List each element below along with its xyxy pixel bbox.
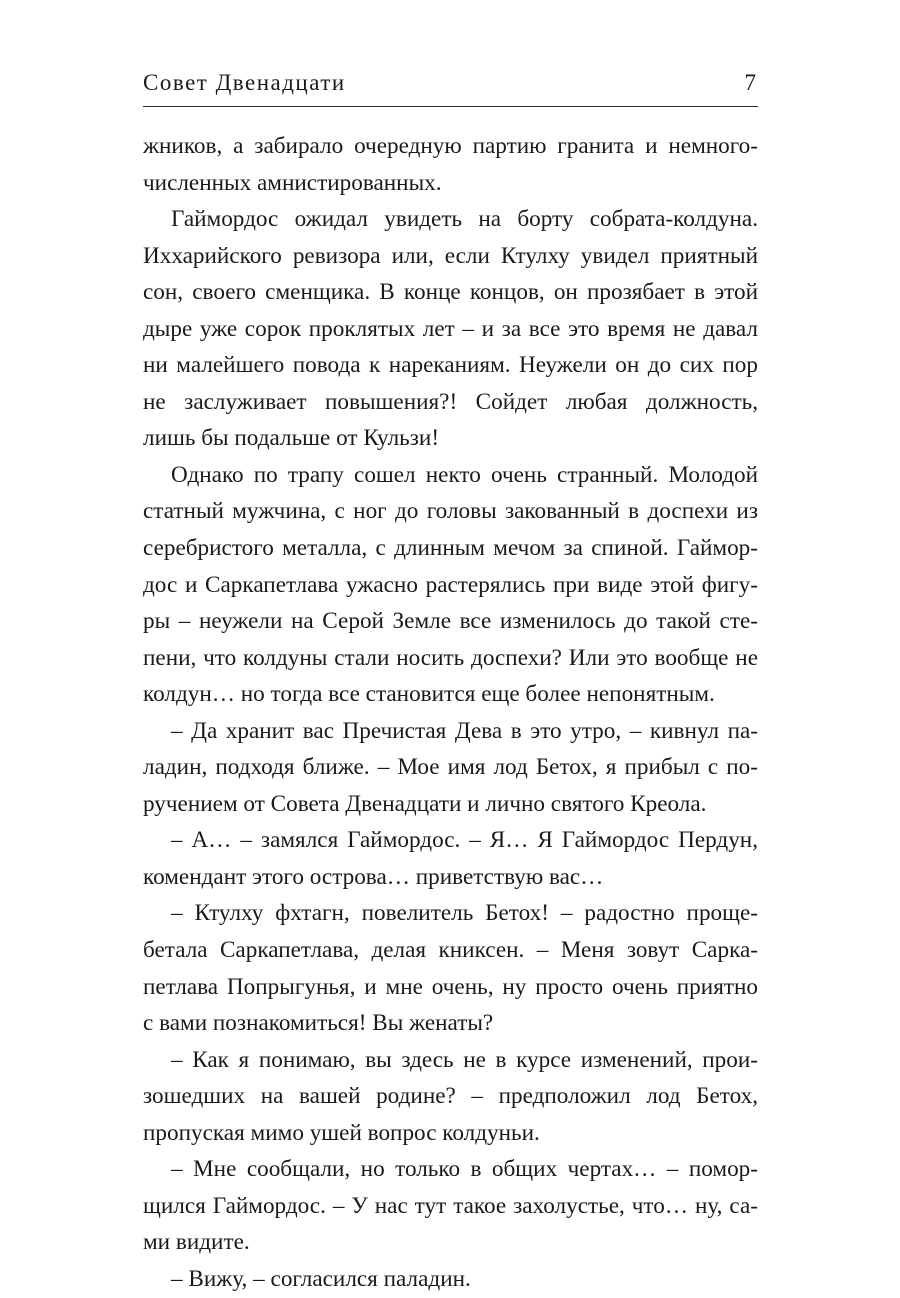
text-line: ни малейшего повода к нареканиям. Неужели он до сих пор (143, 352, 758, 379)
text-line: лишь бы подальше от Кульзи! (143, 425, 440, 452)
text-line: щился Гаймордос. – У нас тут такое захолустье, что… ну, са- (143, 1192, 758, 1219)
text-line: дыре уже сорок проклятых лет – и за все это время не давал (143, 315, 758, 342)
text-line: пени, что колдуны стали носить доспехи? Или это вообще не (143, 644, 758, 671)
text-line: дос и Саркапетлава ужасно растерялись при виде этой фигу- (143, 571, 758, 598)
text-line: Гаймордос ожидал увидеть на борту собрата-колдуна. (171, 206, 758, 233)
text-line: численных амнистированных. (143, 169, 442, 196)
text-line: комендант этого острова… приветствую вас… (143, 863, 604, 890)
running-head-title: Совет Двенадцати (143, 70, 346, 95)
text-line: колдун… но тогда все становится еще более непонятным. (143, 681, 715, 708)
text-line: Иххарийского ревизора или, если Ктулху увидел приятный (143, 242, 758, 269)
text-line: – Да хранит вас Пречистая Дева в это утро, – кивнул па- (171, 717, 758, 744)
text-line: ручением от Совета Двенадцати и лично святого Креола. (143, 790, 707, 817)
text-line: статный мужчина, с ног до головы закованный в доспехи из (143, 498, 758, 525)
text-line: бетала Саркапетлава, делая книксен. – Меня зовут Сарка- (143, 937, 758, 964)
text-line: пропуская мимо ушей вопрос колдуньи. (143, 1119, 540, 1146)
header-rule (143, 106, 758, 107)
page-number: 7 (744, 70, 756, 95)
text-line: – Мне сообщали, но только в общих чертах… – помор- (171, 1156, 758, 1183)
text-line: Однако по трапу сошел некто очень странный. Молодой (171, 461, 758, 488)
text-line: зошедших на вашей родине? – предположил лод Бетох, (143, 1083, 758, 1110)
body-text (143, 128, 758, 1298)
text-line: ры – неужели на Серой Земле все изменилось до такой сте- (143, 608, 758, 635)
text-line: – Ктулху фхтагн, повелитель Бетох! – радостно проще- (171, 900, 758, 927)
text-line: жников, а забирало очередную партию гранита и немного- (143, 133, 758, 159)
text-line: с вами познакомиться! Вы женаты? (143, 1010, 494, 1037)
text-line: серебристого металла, с длинным мечом за спиной. Гаймор- (143, 535, 758, 562)
text-line: не заслуживает повышения?! Сойдет любая должность, (143, 388, 758, 415)
running-head (143, 66, 758, 102)
text-line: петлава Попрыгунья, и мне очень, ну просто очень приятно (143, 973, 758, 1000)
text-line: ладин, подходя ближе. – Мое имя лод Бетох, я прибыл с по- (143, 754, 758, 781)
text-line: – Как я понимаю, вы здесь не в курсе изменений, прои- (171, 1046, 758, 1073)
text-line: ми видите. (143, 1229, 250, 1256)
text-line: – А… – замялся Гаймордос. – Я… Я Гаймордос Пердун, (171, 827, 758, 854)
text-line: – Вижу, – согласился паладин. (171, 1265, 471, 1292)
text-line: сон, своего сменщика. В конце концов, он прозябает в этой (143, 279, 758, 306)
